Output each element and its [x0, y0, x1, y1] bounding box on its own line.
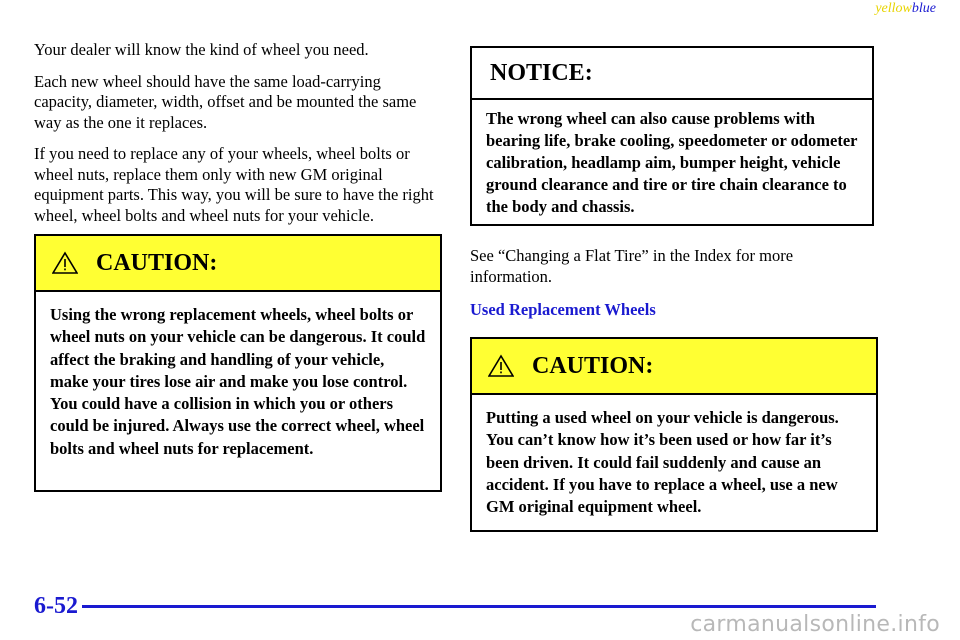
caution-label: CAUTION:	[532, 352, 654, 379]
marker-blue: blue	[911, 1, 936, 16]
watermark: carmanualsonline.info	[690, 612, 940, 637]
caution-text: Using the wrong replacement wheels, wheel bolts or wheel nuts on your vehicle can be dangerous. It could affect the braking and handling of your vehicle, make your tires lose air and make you lose control. You could have a collision in which you or others could be injured. Always use the correct wheel, wheel bolts and wheel nuts for replacement.	[50, 305, 426, 458]
paragraph-replace-parts: If you need to replace any of your wheels, wheel bolts or wheel nuts, replace them only with new GM original equipment parts. This way, you will be sure to have the right wheel, wheel bolts and wheel nuts for your vehicle.	[34, 144, 434, 225]
see-index-text: See “Changing a Flat Tire” in the Index for more information.	[470, 246, 794, 286]
caution-header	[36, 236, 440, 292]
page-number: 6-52	[34, 593, 78, 619]
print-color-marker	[875, 1, 936, 17]
notice-text: The wrong wheel can also cause problems with bearing life, brake cooling, speedometer or odometer calibration, headlamp aim, bumper height, vehicle ground clearance and tire or tire chain clearance to the body and chassis.	[486, 109, 858, 216]
paragraph-load-capacity: Each new wheel should have the same load‑carrying capacity, diameter, width, offset and be mounted the same way as the one it replaces.	[34, 71, 417, 132]
footer-rule	[82, 605, 876, 608]
notice-box	[470, 46, 874, 226]
left-column	[34, 40, 442, 237]
caution-header	[472, 339, 876, 395]
caution-box-used-wheel	[470, 337, 878, 532]
caution-label: CAUTION:	[96, 249, 218, 276]
notice-label: NOTICE:	[472, 48, 872, 100]
warning-triangle-icon	[52, 251, 78, 275]
paragraph-dealer: Your dealer will know the kind of wheel you need.	[34, 40, 369, 59]
warning-triangle-icon	[488, 354, 514, 378]
section-heading-used-wheels: Used Replacement Wheels	[470, 300, 656, 319]
caution-box-wrong-wheels	[34, 234, 442, 492]
marker-yellow: yellow	[875, 1, 912, 16]
caution-text: Putting a used wheel on your vehicle is dangerous. You can’t know how it’s been used or how far it’s been driven. It could fail suddenly and cause an accident. If you have to replace a wheel, use a new GM original equipment wheel.	[486, 408, 839, 517]
